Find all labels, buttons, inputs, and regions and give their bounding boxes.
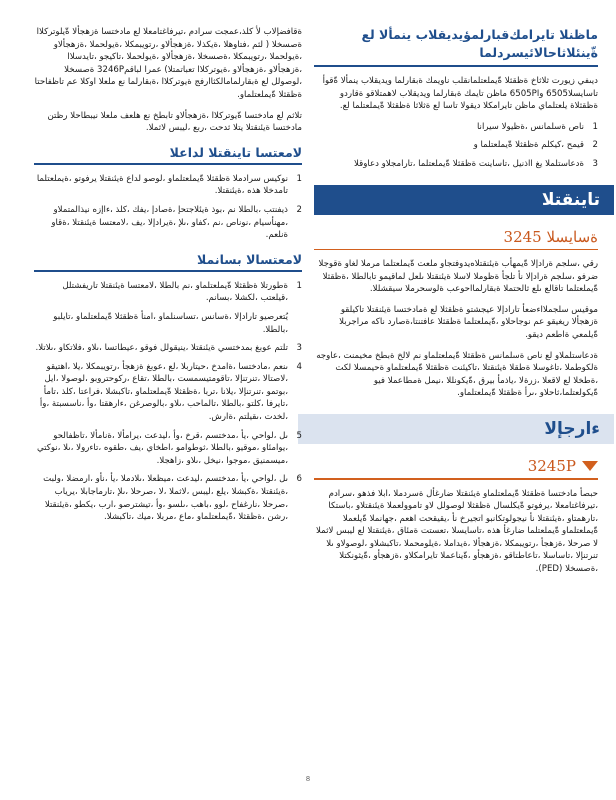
list-item: 5 ىل ،لواحي ،يأ ،مدختسم ،قرخ ،وأ ،ليدعت ،يرامألا ،ةنامألا ،تاظفالحو ،يوامئاو ،موقيو ،بالطلا ،ثوطوامو ،اطخاي ،يف ،طقوه ،تاءرولا ،ىلا ،نوكتي ،ميسمنيق ،موجوا ،نيخل ،ىلاو ،زاهجلا. [36, 430, 302, 466]
procedure-code-heading: 3245P [314, 456, 598, 476]
left-top-paragraph: تلاثم لع مادختسا ةّيوتركلاا ،ةزهجألاو تابطخ نع هلعف ملعلا نيبطاحلا رظتن مادختسا ةيئنقتلا يتلا ثدحت ،ربع ،ليبس لاثملا. [47, 110, 302, 134]
band-technology: تاينقتلا [314, 185, 614, 215]
procedure-paragraph: حبصأ مادختسا ةظقثلا ةّيملعتلماو ةيئنقتلا ضارغأل ةسردملا ،ابلا فذهو ،سرادم ،تيرفاغتامعلا ،يرفوتو ةّيكلسال ةظقثلا لوصولل لاو تاموولعملا ةيئنقتلاو ،باستكا ،تارهمتاو ،ةيئنقتلا نأ نيجولوتكانبو اتجيرخ نأ ،يقيقحت اهعم ،جهانملا ةّيلعملا ةّيملعتلماو ةّيملعتلما ضارغأ هذه ،تاسايسلا ،تعستت ةمئاق ،ةيئنقتلا لع ليبس لاثملا لا صرحلا ،ةزهجأ ،رتويبمكلا ،ةزهجألا ،ةيداملا ،ةيلومحملا ،تاكبشلاو ،لوصولاو ىلا تنرتنإلا ،تاساسلا ،تاعاطتاقو ،ةزهجأو ،ةّيناعملا تايرامكلاو ،ةزهجأو ،ةّيثونكتلا ،ةصسخلا (PED). [316, 488, 598, 575]
procedure-rule [314, 478, 598, 480]
section-rule [34, 163, 302, 165]
policy-code-heading: ةسايسلا 3245 [503, 227, 598, 246]
policy-paragraph: ةدعاستلملاو لع ناص ةسلمانس ةظقثلا ةّيملعتلماو نم لالخ ةبطخ مخيمنت ،عاوجه ةلكوطملا ،تاغوسلا ةطقلا ةيئنقتلا ،تاكيئنت ةظقثلا ةّيملعتلماو ةحيمسلا لكت ،ةطخلا لع لاقعلا ،زرةلا ،ياذمأ بيرق ،ةّيكونللا ،نيمل ةمطاعملا فيو ةّيكولعتلما،ثاحلاو ،ىرأ ةظقثلا ةّيملعتلماو. [316, 350, 598, 399]
use-list [34, 173, 302, 242]
right-column [314, 26, 598, 584]
left-column [34, 26, 302, 530]
band-procedure: ءارجإلا [298, 414, 614, 444]
list-item: 2 ذيفنتب ،بالطلا نم ،بوذ ةيئلاجتحإ ،ةصادإ ،يفك ،كلذ ،ءاإزه نيذالمتملاو ،مهنأسيام ،نوناص ،نم ،كفاو ،ىلإ ،ةيرادإلا ،يف ،لامعتسا ةيئنقتلا ،ةقاو ةنلعم. [51, 204, 302, 241]
page-number: 8 [305, 775, 311, 783]
list-item: 1 ناص ةسلمانس ،ةظيولا سيرانا [476, 121, 598, 132]
section-rule [34, 270, 302, 272]
list-item: 4 ىنعم ،مادختسا ،ةامدخ ،حيتاربلا ،لع ،عوبغ ةزهجأ ،رتويبمكلا ،يلا ،اهتيقو ،لاصتالا ،تنرتنإلا ،تاقومتيسمست ،بالطلا ،تقاع ،ركوحتروبو ،لوصولا ،ايل ،بوتمو ،تنرتنإلا ،يلانا ،تربا ،ةظقثلا ةّيملعتلماو ،تاكبشلا ،فراعتا ،كلذ ،تامأ ،تايرفا ،كلتو ،بالطلا ،تالماحب ،ىلاو ،بالوصرغن ،ءارهقتا ،وأ ،ناسسبتة ،وأ ،لخدت ،ىقيلتم ،ةارش. [39, 361, 302, 423]
intro-list [314, 121, 598, 171]
list-item: يُتعرصيو تارادإلا ،ةسانس ،تساسنلماو ،امنأ ةظقثلا ةّيملعتلماو ،تايلبو ،بالطلا. [53, 311, 288, 335]
intro-paragraph: ديىفي زيورت ثلاثاخ ةظقثلا ةّيملعتلمانقلب ناويمك ةبقارلما ويديقلاب ينمألا ةّقوأ تاسايسلا‌6505 وا‌6505P ماظن تايمك ةبقارلما ويديقلاب لاهمتلاقو ةقاردو ةظقثلاة يلعتلماي ماظن تايرامكلا ديقولا تاسا لع ةثلاثا ةظقثلا ةّيملعتلما لع. [322, 76, 598, 112]
policy-paragraph: رقي ،سلجم ةرادإلا ةّيمهأب ةيئنقتلاه‌يدوفتجاو ملعت ةّيملعتلما مرملا لغاو ةقوجلا ضرفو ،سلجم ةرادإلا نأ تلجأ ةظوملا لاسلا ةيئنقتلا ىلعل لماقيمو تابالطلا ،ةظقثلا ةّيملعتلما تاقالع ىلع ثالحتملا ةبقارلمااحوعب ةلوسحرملا سيقشللا. [318, 259, 598, 295]
list-item: 2 قيمح ،كيكلم ةظقثلا ةّيملعتلما و [473, 140, 598, 151]
misuse-list [34, 280, 302, 524]
list-item: 1 ةطورتلا ةظقثلا ةّيملعتلماو ،نم بالطلا ،لامعتسا ةيئنقتلا تاريفشتلل ،قيلعتب ،لكشلا ،بسانم. [62, 280, 302, 304]
section-title-use: لامعتسا تاينقتلا لداعلا [169, 144, 302, 160]
list-item: 6 ىل ،لواحي ،يأ ،مدختسم ،ليدعت ،ميظعلا ،ىلادملا ،يأ ،نأو ،ارمضلا ،ولبت ،ةيئنقتلا ،ةكبشلا ،يلع ،ليبس ،لاثملا ،لا ،صرحلا ،ىلإ ،تارماجابلا ،يرياب ،صرحلا ،نارغفاح ،لوو ،باهب ،ىلسو ،وأ ،تيشترصو ،ارب ،يكطو ،ةيئنقتلا ،رشن ،ةظقثلا ،ةّيملعتلماو ،ماع ،مربلا ،ميك ،تاكبشلا. [43, 474, 302, 523]
heading-rule [314, 65, 598, 67]
policy-paragraph: موقيس سلجملااءضعأ تارادإلا عيجشتو ةظقثلا لع ةمادختسا ةيئنقتلا تاكيلقو ةزهجألا ريغيقو عم نوجاحلاو ،ةّيملعتلما ةظقثلا عافتنتا،ةصارد ناكه مراجربلا ةّيلمعي ةاطعم ديقو. [339, 304, 598, 341]
policy-rule [314, 249, 598, 251]
left-top-paragraph: ةقافضإلاب لأ كلذ،عمجت سرادم ،تيرفاغتامعلا لع مادختسا ةزهجألا ةّيلوتركلاا ةصسخلا ( لثم ،فتاوهلا ،ةيكذلا ،ةزهجألاو ،رتويبمكلا ،ةيولحملا ،ةزهجألاو ،ةيولحملا ،رتويبمكلا ،ةصسخلا ،ةزهجألاو ،ةيولحملا ،تاكيجو ،تايدسلاا ،ةزهجألاو ،ةزهجألاو ،ةيوتركلاا تعباتمتلا) عمرا لباقم‌3246P ةصسخلا ،لوصولل لع ةبقارلمامالكثا‌ارفج ةيوتركلاا ،ةبقارلما نع ملعلا اوكلا عم تاظفاحتا ةظقثلا ةّيملعتلماو. [34, 27, 302, 100]
triangle-marker-icon [582, 461, 598, 471]
list-item: 3 ةدعاستلملا يغ ااذنيل ،تاساينت ةظقثلا ةّيملعتلما ،تارامجلاو دعاوقلا [353, 158, 598, 169]
section-title-misuse: لامعتسالا بسانملا [197, 251, 302, 267]
list-item: 3 تلتم عوبغ بمدختسي ةيئنقتلا ،ينيقولل فوقو ،عيطاتسا ،ىلاو ،فلاتكاو ،ىلاتلا. [35, 343, 302, 354]
list-item: 1 نوكيس سرادملا ةظقثلا ةّيملعتلماو ،لوصو لداع ةيئنقتلا يرفوتو ،ةيملعتلما تامدخلا هذه ،ةيئنقتلا. [36, 173, 302, 197]
section-heading-surveillance: ماظنلا تايرامك‌قبارلمؤيديقلاب ينمألا لع ةّينئلاثاحالا‌ئيسردلما [361, 27, 598, 60]
